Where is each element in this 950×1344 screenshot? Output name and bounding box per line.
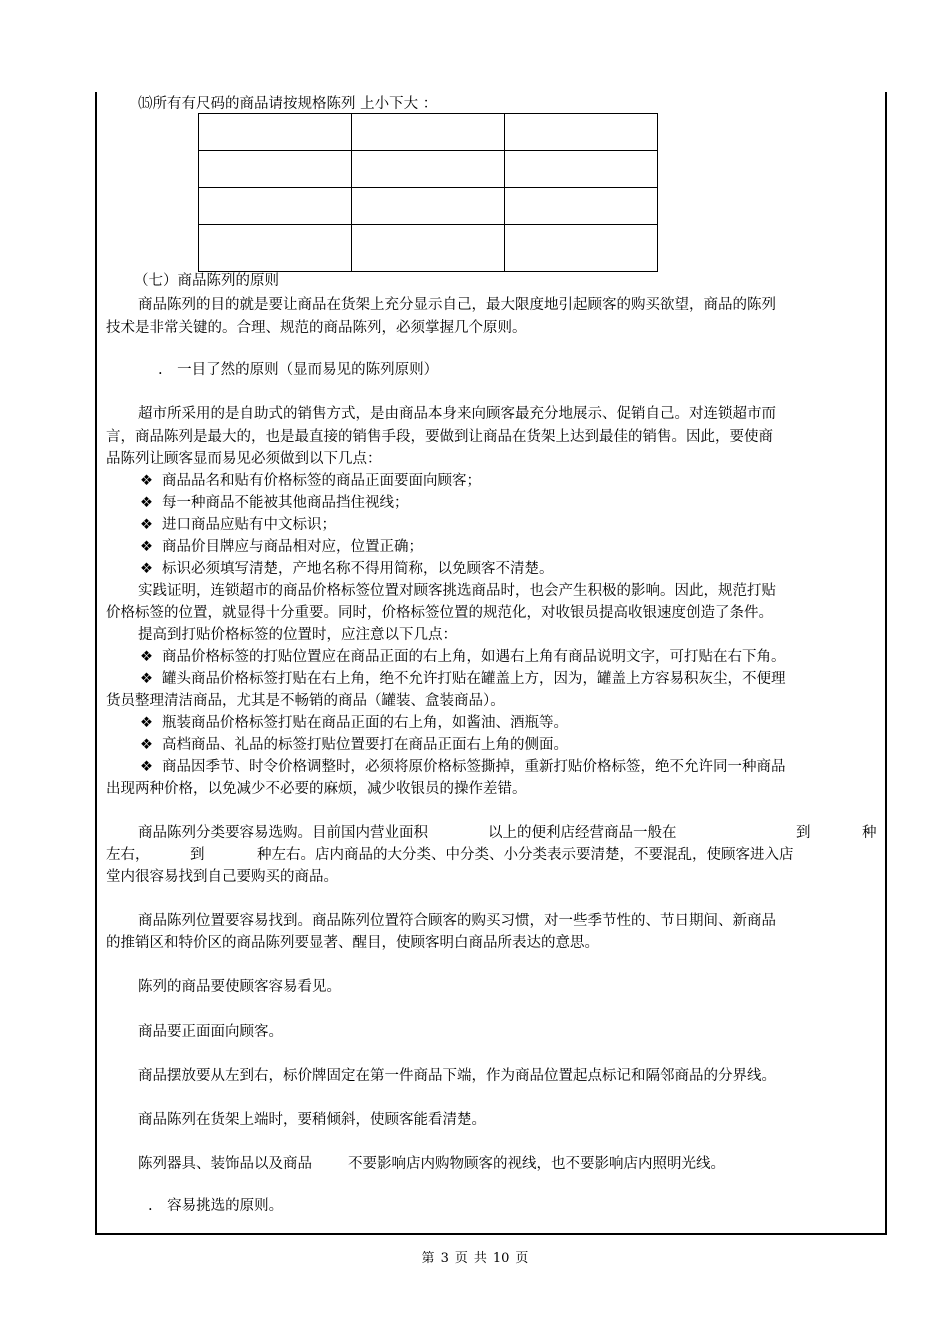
current-page-number: 3 — [440, 1251, 449, 1266]
diamond-bullet-icon: ❖ — [140, 737, 153, 753]
diamond-bullet-icon: ❖ — [140, 495, 153, 511]
bullet-item: ❖ 进口商品应贴有中文标识； — [140, 517, 336, 533]
table-cell — [505, 188, 658, 225]
paragraph-line: 品陈列让顾客显而易见必须做到以下几点： — [106, 451, 382, 467]
bullet-item: ❖ 瓶装商品价格标签打贴在商品正面的右上角，如酱油、酒瓶等。 — [140, 715, 568, 731]
paragraph-line: 商品陈列在货架上端时，要稍倾斜，使顾客能看清楚。 — [138, 1112, 486, 1128]
paragraph-line: 言，商品陈列是最大的，也是最直接的销售手段，要做到让商品在货架上达到最佳的销售。因此，要使商 — [106, 429, 773, 445]
page-footer: 第 3 页 共 10 页 — [421, 1251, 529, 1266]
table-cell — [352, 114, 505, 151]
diamond-bullet-icon: ❖ — [140, 517, 153, 533]
bullet-item: ❖ 高档商品、礼品的标签打贴位置要打在商品正面右上角的侧面。 — [140, 737, 568, 753]
diamond-bullet-icon: ❖ — [140, 671, 153, 687]
paragraph-line: 左右， — [106, 847, 150, 863]
paragraph-line: 提高到打贴价格标签的位置时，应注意以下几点： — [138, 627, 457, 643]
table-cell — [352, 151, 505, 188]
diamond-bullet-icon: ❖ — [140, 759, 153, 775]
table-cell — [352, 225, 505, 272]
paragraph-line: 出现两种价格，以免减少不必要的麻烦，减少收银员的操作差错。 — [106, 781, 527, 797]
bullet-item: ❖ 商品因季节、时令价格调整时，必须将原价格标签撕掉，重新打贴价格标签，绝不允许同一种商品 — [140, 759, 786, 775]
paragraph-line: 商品摆放要从左到右，标价牌固定在第一件商品下端，作为商品位置起点标记和隔邻商品的分界线。 — [138, 1068, 776, 1084]
paragraph-line: 陈列器具、装饰品以及商品 不要影响店内购物顾客的视线，也不要影响店内照明光线。 — [138, 1156, 725, 1172]
table-cell — [505, 225, 658, 272]
bullet-item: ❖ 商品品名和贴有价格标签的商品正面要面向顾客； — [140, 473, 481, 489]
paragraph-line: 货员整理清洁商品，尤其是不畅销的商品（罐装、盒装商品）。 — [106, 693, 505, 709]
paragraph-fragment: 到 — [190, 847, 205, 863]
diamond-bullet-icon: ❖ — [140, 539, 153, 555]
diamond-bullet-icon: ❖ — [140, 561, 153, 577]
table-cell — [352, 188, 505, 225]
table-cell — [505, 114, 658, 151]
bullet-item: ❖ 商品价目牌应与商品相对应，位置正确； — [140, 539, 423, 555]
blank-table — [198, 113, 658, 272]
table-cell — [199, 151, 352, 188]
paragraph-fragment: 种 — [862, 825, 877, 841]
paragraph-line: 陈列的商品要使顾客容易看见。 — [138, 979, 341, 995]
paragraph-line: 商品陈列分类要容易选购。目前国内营业面积 以上的便利店经营商品一般在 — [138, 825, 677, 841]
paragraph-line: 商品要正面面向顾客。 — [138, 1024, 283, 1040]
paragraph-line: 价格标签的位置，就显得十分重要。同时，价格标签位置的规范化，对收银员提高收银速度创造了条件。 — [106, 605, 773, 621]
bullet-item: ❖ 罐头商品价格标签打贴在右上角，绝不允许打贴在罐盖上方，因为，罐盖上方容易积灰尘，不便理 — [140, 671, 786, 687]
principle-heading: . 一目了然的原则（显而易见的陈列原则） — [158, 362, 439, 378]
paragraph-line: 超市所采用的是自助式的销售方式，是由商品本身来向顾客最充分地展示、促销自己。对连锁超市而 — [138, 406, 776, 422]
paragraph-line: 实践证明，连锁超市的商品价格标签位置对顾客挑选商品时，也会产生积极的影响。因此，规范打贴 — [138, 583, 776, 599]
paragraph-fragment: 种左右。店内商品的大分类、中分类、小分类表示要清楚，不要混乱，使顾客进入店 — [257, 847, 794, 863]
section-heading: （七）商品陈列的原则 — [134, 273, 279, 289]
bullet-item: ❖ 每一种商品不能被其他商品挡住视线； — [140, 495, 409, 511]
paragraph-line: 的推销区和特价区的商品陈列要显著、醒目，使顾客明白商品所表达的意思。 — [106, 935, 599, 951]
table-cell — [505, 151, 658, 188]
bullet-item: ❖ 标识必须填写清楚，产地名称不得用简称，以免顾客不清楚。 — [140, 561, 554, 577]
paragraph-line: 商品陈列位置要容易找到。商品陈列位置符合顾客的购买习惯，对一些季节性的、节日期间、新商品 — [138, 913, 776, 929]
diamond-bullet-icon: ❖ — [140, 473, 153, 489]
size-display-rule: ⒂所有有尺码的商品请按规格陈列 上小下大 ： — [138, 96, 438, 112]
total-page-count: 10 — [492, 1251, 510, 1266]
paragraph-fragment: 到 — [796, 825, 811, 841]
principle-heading: . 容易挑选的原则。 — [148, 1198, 284, 1214]
paragraph-line: 商品陈列的目的就是要让商品在货架上充分显示自己，最大限度地引起顾客的购买欲望，商品的陈列 — [138, 297, 776, 313]
table-cell — [199, 225, 352, 272]
table-cell — [199, 114, 352, 151]
table-cell — [199, 188, 352, 225]
paragraph-line: 堂内很容易找到自己要购买的商品。 — [106, 869, 338, 885]
diamond-bullet-icon: ❖ — [140, 649, 153, 665]
paragraph-line: 技术是非常关键的。合理、规范的商品陈列，必须掌握几个原则。 — [106, 320, 527, 336]
bullet-item: ❖ 商品价格标签的打贴位置应在商品正面的右上角，如遇右上角有商品说明文字，可打贴在右下角。 — [140, 649, 786, 665]
diamond-bullet-icon: ❖ — [140, 715, 153, 731]
